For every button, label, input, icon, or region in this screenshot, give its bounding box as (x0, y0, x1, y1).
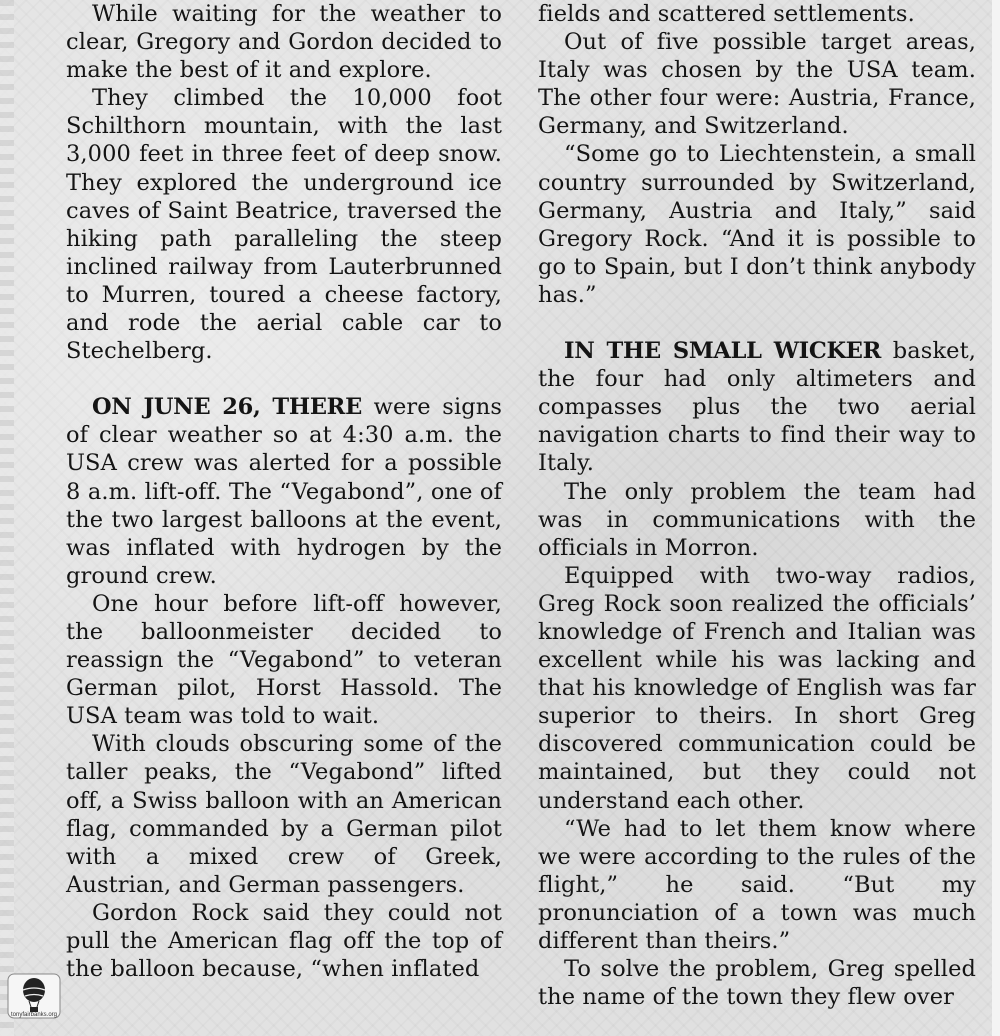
section-kicker: IN THE SMALL WICKER (564, 338, 881, 365)
paragraph: fields and scattered settlements. (538, 1, 915, 27)
section-kicker: ON JUNE 26, THERE (92, 394, 362, 421)
paragraph-text: basket, the four had only altimeters and compasses plus the two aerial navigation charts to find their way to Italy. (538, 338, 976, 477)
right-column (538, 0, 976, 1011)
watermark-caption: tonyfairbanks.org (10, 1012, 58, 1018)
paragraph: The only problem the team had was in communications with the officials in Morron. (538, 478, 976, 561)
paragraph (538, 337, 976, 477)
paragraph: Out of five possible target areas, Italy was chosen by the USA team. The other four were: Austria, France, Germany, and Switzerland. (538, 29, 976, 140)
left-column (66, 0, 502, 983)
paragraph: To solve the problem, Greg spelled the name of the town they flew over (538, 956, 976, 1011)
paragraph: They climbed the 10,000 foot Schilthorn mountain, with the last 3,000 feet in three feet of deep snow. They explored the underground ice caves of Saint Beatrice, traversed the hiking path paralleling the steep inclined railway from Lauterbrunned to Murren, toured a cheese factory, and rode the aerial cable car to Stechelberg. (66, 85, 502, 365)
section-gap (66, 365, 502, 393)
paragraph: With clouds obscuring some of the taller peaks, the “Vegabond” lifted off, a Swiss balloon with an American flag, commanded by a German pilot with a mixed crew of Greek, Austrian, and German passengers. (66, 731, 502, 898)
paragraph: One hour before lift-off however, the balloonmeister decided to reassign the “Vegabond” to veteran German pilot, Horst Hassold. The USA team was told to wait. (66, 590, 502, 730)
torn-left-edge (0, 0, 14, 1036)
paragraph: Equipped with two-way radios, Greg Rock soon realized the officials’ knowledge of French and Italian was excellent while his was lacking and that his knowledge of English was far superior to theirs. In short Greg discovered communication could be maintained, but they could not understand each other. (538, 562, 976, 814)
paragraph: Gordon Rock said they could not pull the American flag off the top of the balloon because, “when inflated (66, 899, 502, 983)
paragraph (66, 393, 502, 590)
paragraph: “We had to let them know where we were according to the rules of the flight,” he said. “But my pronunciation of a town was much different than theirs.” (538, 815, 976, 954)
section-gap (538, 309, 976, 337)
paragraph: While waiting for the weather to clear, Gregory and Gordon decided to make the best of it and explore. (66, 1, 502, 84)
paragraph-text: were signs of clear weather so at 4:30 a.m. the USA crew was alerted for a possible 8 a.m. lift-off. The “Vegabond”, one of the two largest balloons at the event, was inflated with hydrogen by the ground crew. (66, 394, 502, 589)
scan-right-margin (992, 0, 1000, 1036)
paragraph: “Some go to Liechtenstein, a small country surrounded by Switzerland, Germany, Austria and Italy,” said Gregory Rock. “And it is possible to go to Spain, but I don’t think anybody has.” (538, 141, 976, 308)
